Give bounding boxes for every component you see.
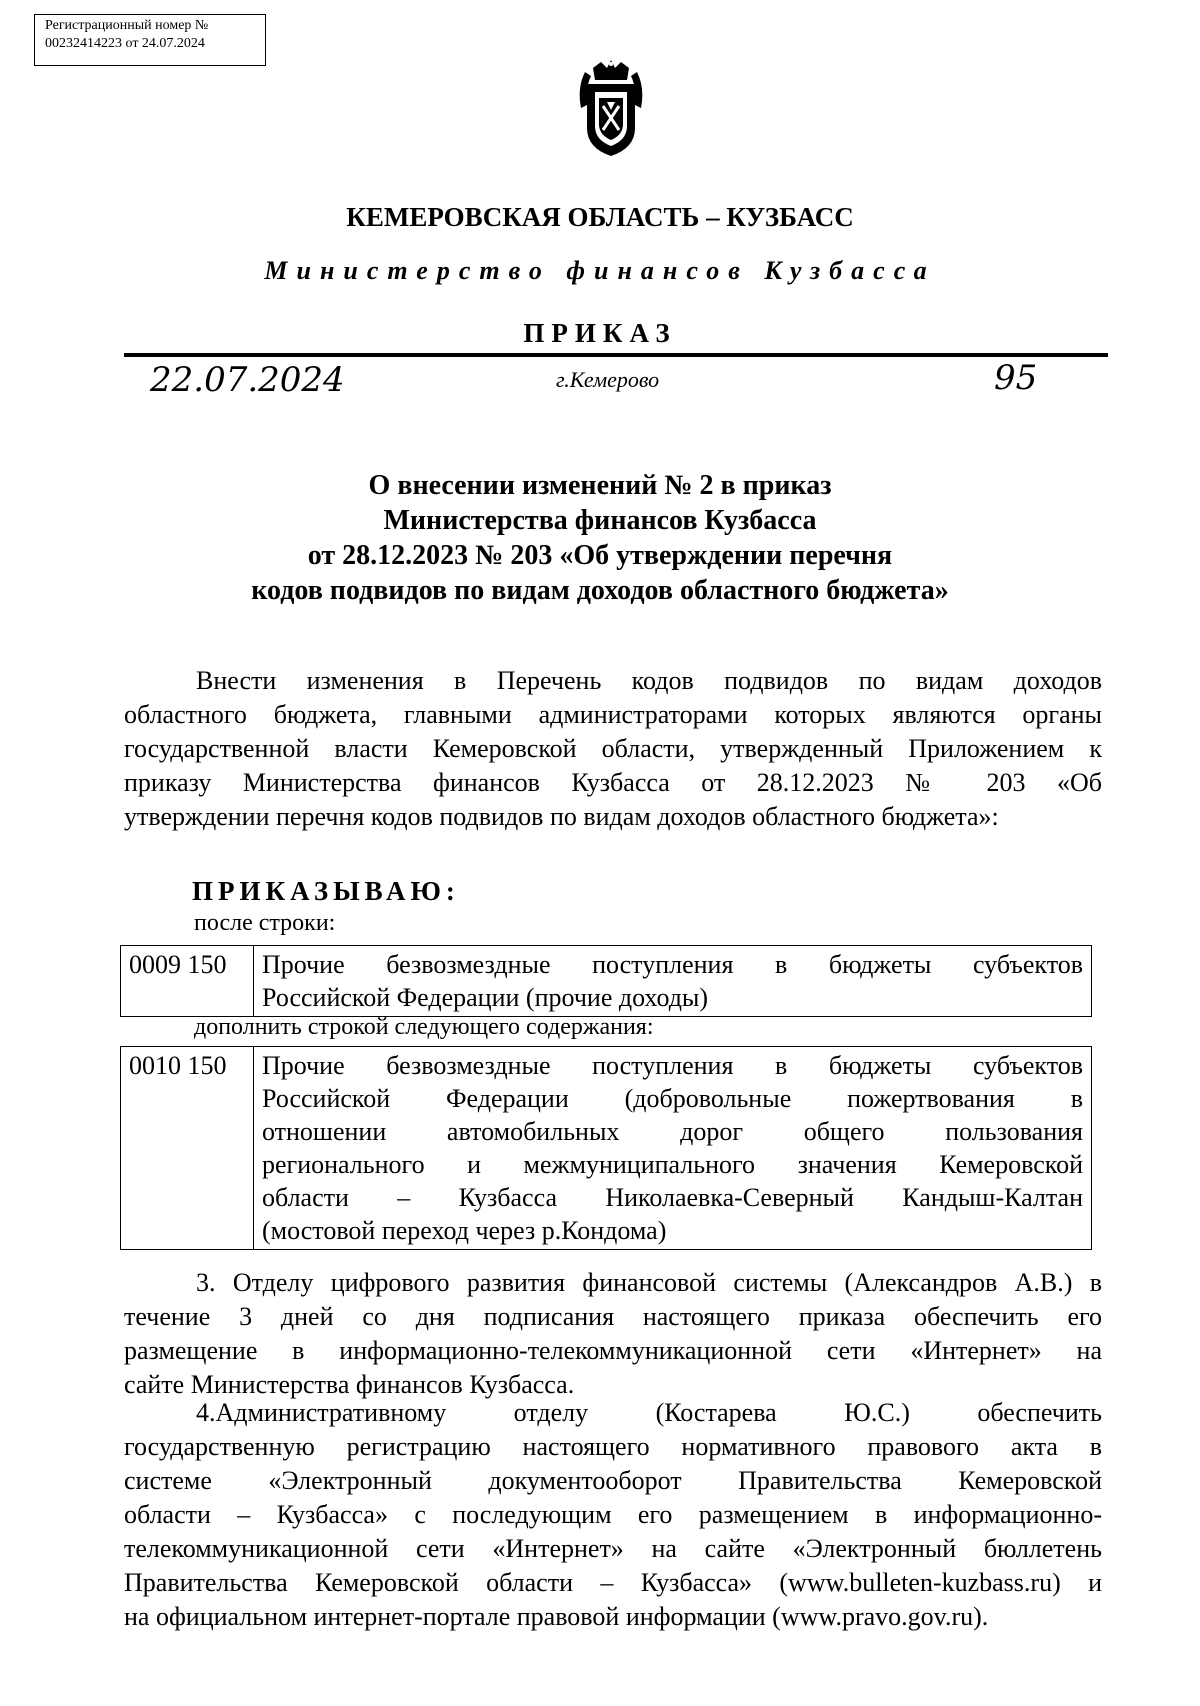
title-line: О внесении изменений № 2 в приказ xyxy=(368,470,832,501)
cell-line: Российской Федерации (прочие доходы) xyxy=(262,983,709,1012)
cell-line: Прочие безвозмездные поступления в бюджеты субъектов xyxy=(262,1051,1083,1080)
cell-line: Прочие безвозмездные поступления в бюджеты субъектов xyxy=(262,950,1083,979)
paragraph-line: утверждении перечня кодов подвидов по видам доходов областного бюджета»: xyxy=(124,802,999,831)
existing-row-table xyxy=(120,945,1092,1017)
handwritten-number: 95 xyxy=(994,358,1038,398)
title-line: Министерства финансов Кузбасса xyxy=(383,505,817,536)
registration-stamp xyxy=(34,14,266,66)
paragraph-line: приказу Министерства финансов Кузбасса от 28.12.2023 № 203 «Об xyxy=(124,768,1102,797)
registration-number: 00232414223 от 24.07.2024 xyxy=(45,36,205,51)
code-cell: 0010 150 xyxy=(121,1047,254,1250)
paragraph-line: 4.Административному отделу (Костарева Ю.С.) обеспечить xyxy=(196,1398,1102,1427)
cell-line: области – Кузбасса Николаевка-Северный Кандыш-Калтан xyxy=(262,1183,1083,1212)
coat-of-arms-icon xyxy=(571,58,651,158)
paragraph-line: 3. Отделу цифрового развития финансовой системы (Александров А.В.) в xyxy=(196,1268,1102,1297)
paragraph-line: государственную регистрацию настоящего нормативного правового акта в xyxy=(124,1432,1102,1461)
paragraph-line: системе «Электронный документооборот Правительства Кемеровской xyxy=(124,1466,1102,1495)
paragraph-line: области – Кузбасса» с последующим его размещением в информационно- xyxy=(124,1500,1102,1529)
header-divider xyxy=(124,353,1108,357)
cell-line: Российской Федерации (добровольные пожертвования в xyxy=(262,1084,1083,1113)
description-cell xyxy=(254,946,1092,1017)
title-line: от 28.12.2023 № 203 «Об утверждении перечня xyxy=(307,540,893,571)
table-row xyxy=(121,1047,1092,1250)
registration-label: Регистрационный номер № xyxy=(45,18,209,33)
new-row-table xyxy=(120,1046,1092,1250)
add-row-label: дополнить строкой следующего содержания: xyxy=(194,1014,654,1040)
paragraph-line: на официальном интернет-портале правовой информации (www.pravo.gov.ru). xyxy=(124,1602,989,1631)
document-title xyxy=(100,468,1100,608)
paragraph-line: течение 3 дней со дня подписания настоящего приказа обеспечить его xyxy=(124,1302,1102,1331)
handwritten-date: 22.07.2024 xyxy=(150,360,345,400)
intro-paragraph xyxy=(124,664,1102,834)
paragraph-line: размещение в информационно-телекоммуникационной сети «Интернет» на xyxy=(124,1336,1102,1365)
code-cell: 0009 150 xyxy=(121,946,254,1017)
order-heading: ПРИКАЗЫВАЮ: xyxy=(192,876,460,906)
cell-line: регионального и межмуниципального значения Кемеровской xyxy=(262,1150,1083,1179)
region-name: КЕМЕРОВСКАЯ ОБЛАСТЬ – КУЗБАСС xyxy=(346,202,854,232)
cell-line: (мостовой переход через р.Кондома) xyxy=(262,1216,667,1245)
title-line: кодов подвидов по видам доходов областного бюджета» xyxy=(251,575,949,606)
item-3-paragraph xyxy=(124,1266,1102,1402)
city: г.Кемерово xyxy=(556,367,660,392)
item-4-paragraph xyxy=(124,1396,1102,1634)
cell-line: отношении автомобильных дорог общего пользования xyxy=(262,1117,1083,1146)
paragraph-line: телекоммуникационной сети «Интернет» на сайте «Электронный бюллетень xyxy=(124,1534,1102,1563)
after-row-label: после строки: xyxy=(194,910,336,936)
table-row xyxy=(121,946,1092,1017)
document-type: ПРИКАЗ xyxy=(523,318,677,348)
paragraph-line: государственной власти Кемеровской области, утвержденный Приложением к xyxy=(124,734,1102,763)
paragraph-line: сайте Министерства финансов Кузбасса. xyxy=(124,1370,575,1399)
ministry-name: Министерство финансов Кузбасса xyxy=(264,256,936,285)
paragraph-line: Правительства Кемеровской области – Кузбасса» (www.bulleten-kuzbass.ru) и xyxy=(124,1568,1102,1597)
paragraph-line: Внести изменения в Перечень кодов подвидов по видам доходов xyxy=(196,666,1102,695)
paragraph-line: областного бюджета, главными администраторами которых являются органы xyxy=(124,700,1102,729)
description-cell xyxy=(254,1047,1092,1250)
